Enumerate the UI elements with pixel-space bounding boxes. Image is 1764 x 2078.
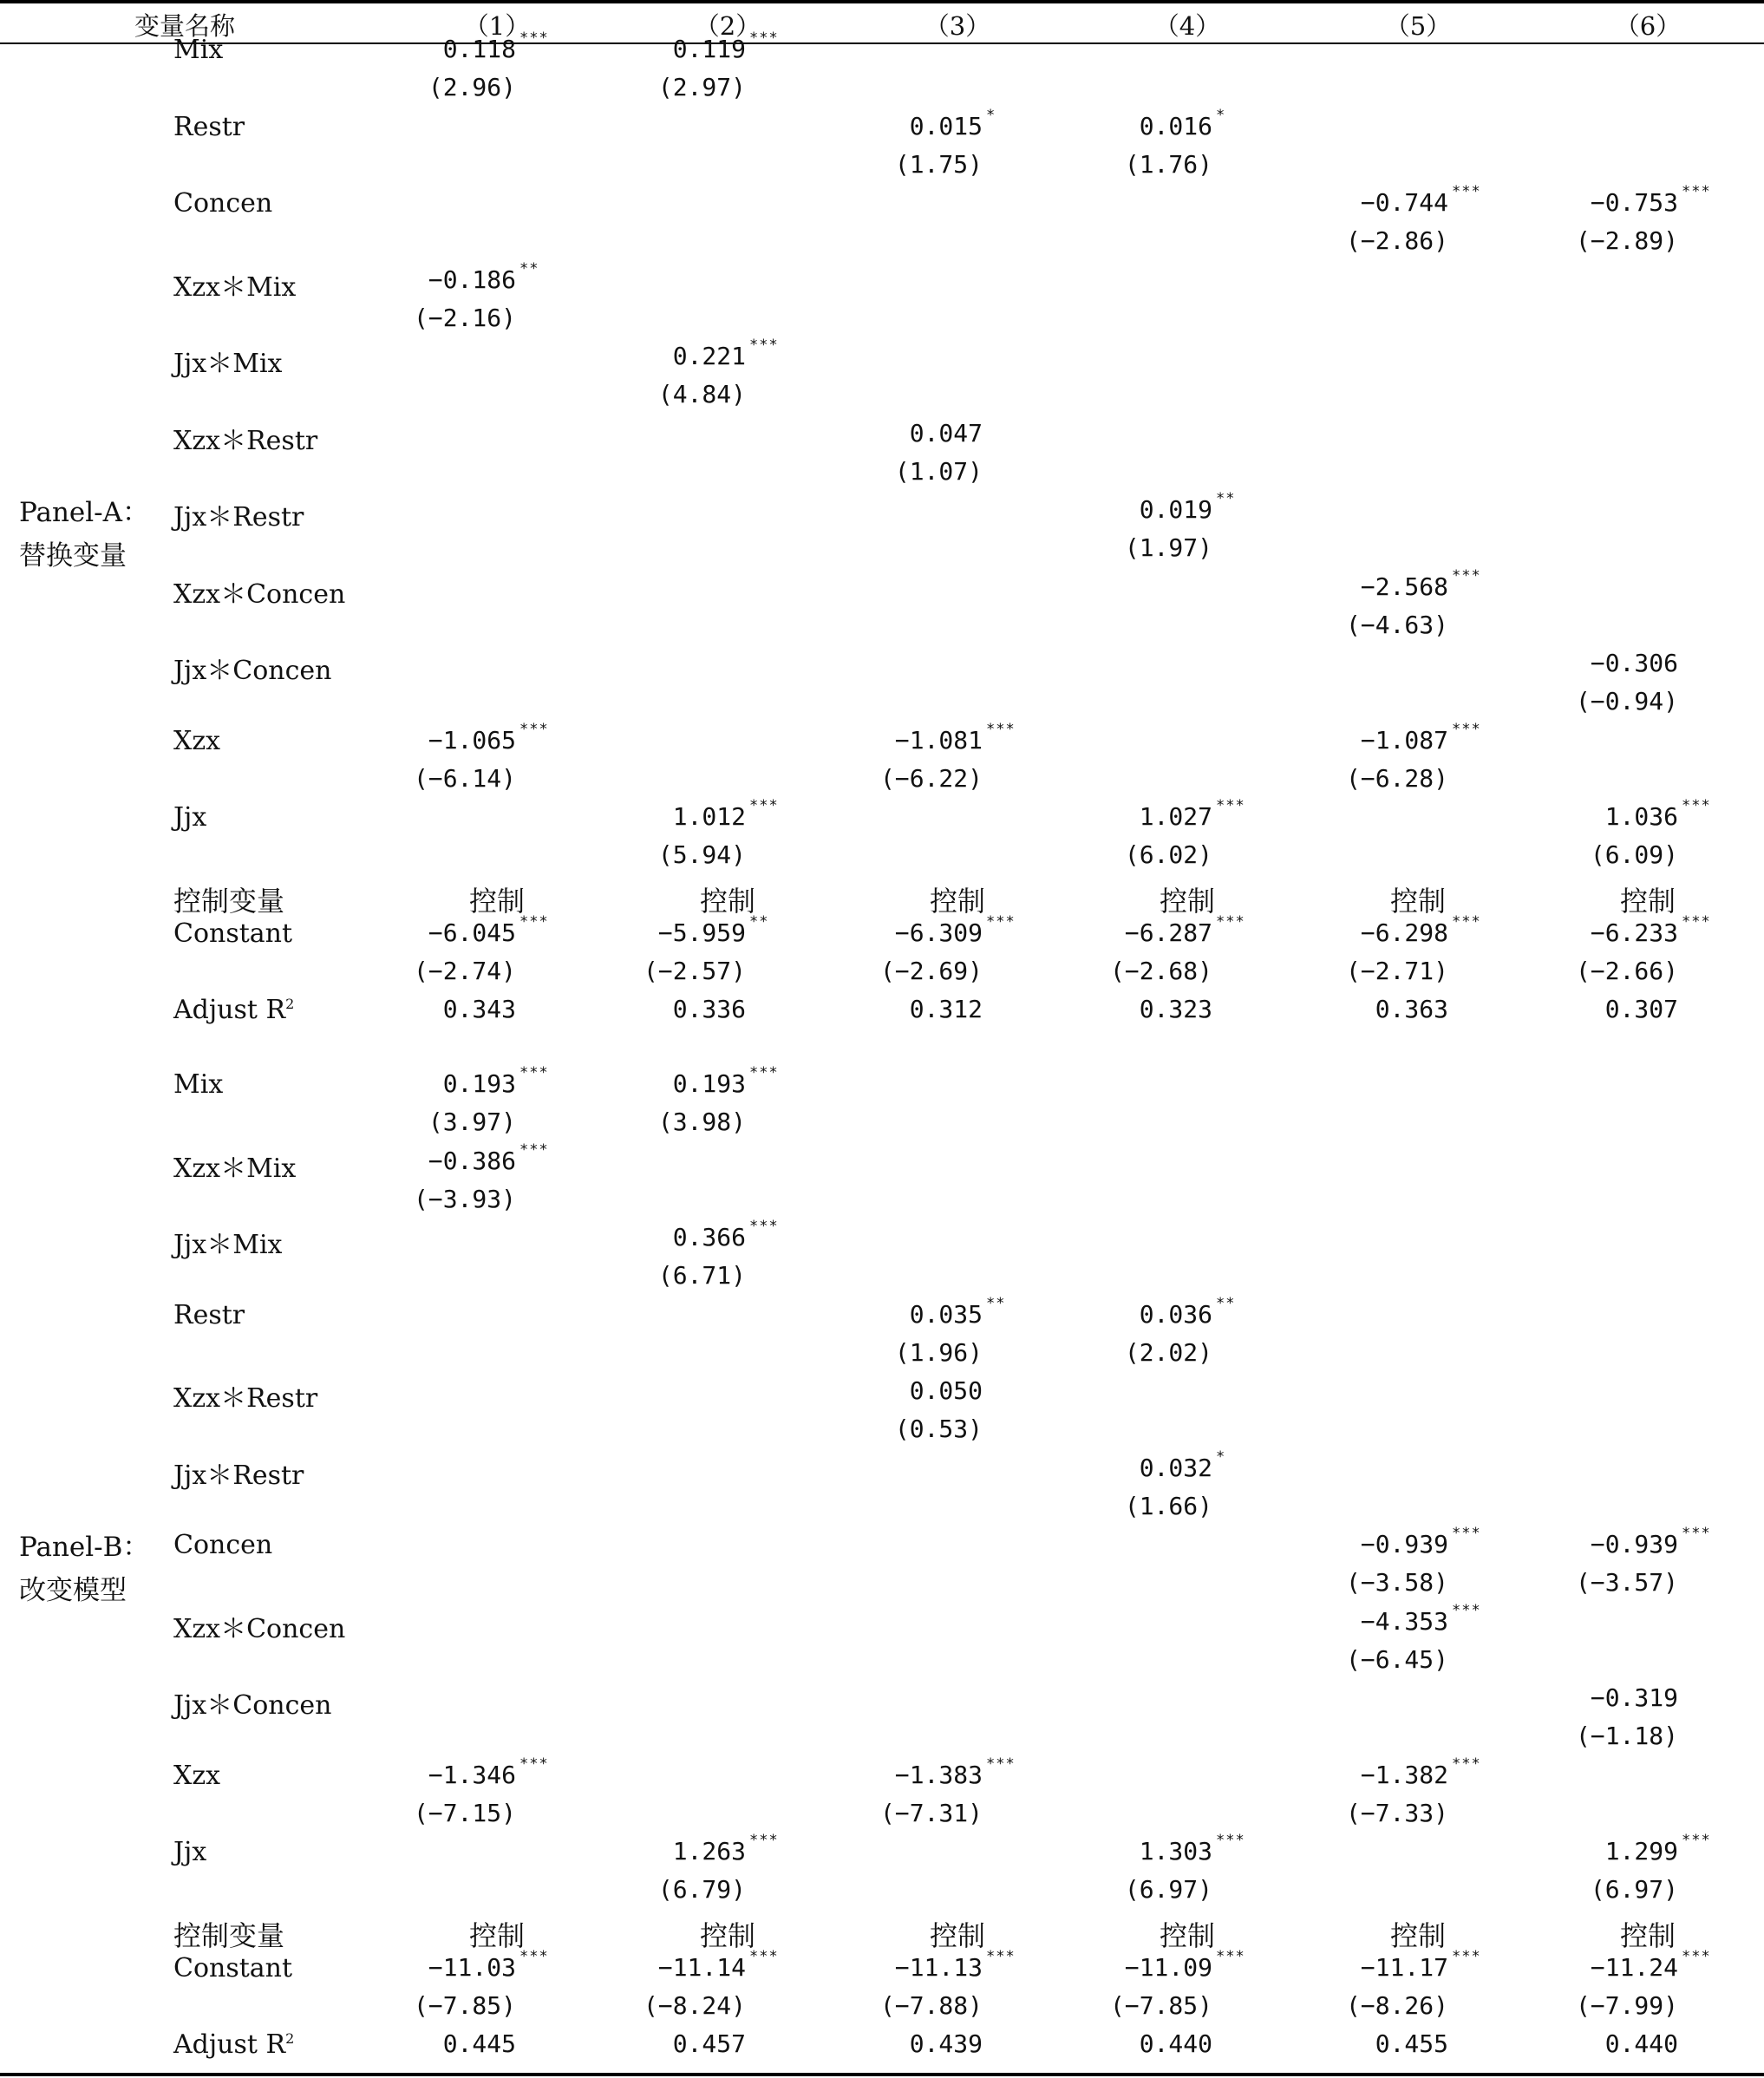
coef-value: 1.303 *** <box>1139 1832 1245 1866</box>
significance-stars: *** <box>519 720 549 738</box>
adj-r2-row <box>0 995 1764 1033</box>
t-stat-cell: (−0.94) <box>1575 687 1678 716</box>
table-row <box>0 566 1764 649</box>
t-stat-cell: (3.97) <box>428 1108 516 1136</box>
variable-name: Jjx <box>173 1837 207 1867</box>
coef-cell <box>1522 1947 1711 1982</box>
variable-name: Xzx＊Restr <box>173 1383 318 1414</box>
coef-cell <box>826 1755 1016 1789</box>
coef-value: 0.221 *** <box>672 337 779 370</box>
significance-stars: * <box>1216 106 1226 124</box>
t-stat-cell: (1.96) <box>894 1337 983 1367</box>
t-stat-cell: (1.76) <box>1124 149 1212 179</box>
t-stat-cell: (−1.18) <box>1575 1722 1678 1750</box>
t-stat-cell: (6.71) <box>657 1261 746 1290</box>
coef-value: −0.744 *** <box>1360 183 1481 217</box>
significance-stars: *** <box>1216 797 1245 814</box>
variable-name: Xzx <box>173 1760 221 1791</box>
table-row <box>0 106 1764 188</box>
variable-name: Xzx <box>173 725 221 756</box>
significance-stars: ** <box>1216 1294 1236 1312</box>
coef-value: 0.035 ** <box>909 1294 1006 1329</box>
table-row <box>0 1525 1764 1606</box>
significance-stars: *** <box>749 1218 779 1235</box>
coef-value: −6.045 *** <box>428 912 549 947</box>
t-stat-cell: (−6.22) <box>879 763 983 793</box>
coef-cell <box>1056 797 1245 831</box>
table-row <box>0 259 1764 342</box>
significance-stars: *** <box>1452 1755 1481 1773</box>
significance-stars: *** <box>1682 1525 1711 1542</box>
table-row <box>0 1755 1764 1837</box>
coef-value: 1.012 *** <box>672 797 779 831</box>
coef-cell <box>1292 183 1481 217</box>
t-stat-cell: (−7.33) <box>1345 1798 1448 1827</box>
control-cell: 控制 <box>929 1918 985 1952</box>
t-stat-cell: (1.66) <box>1124 1491 1212 1520</box>
significance-stars: * <box>1216 1447 1226 1466</box>
t-stat-cell: (−3.57) <box>1575 1568 1678 1597</box>
coef-cell <box>1056 490 1236 524</box>
significance-stars: *** <box>519 1755 549 1773</box>
variable-name: Jjx＊Mix <box>173 349 283 379</box>
significance-stars: *** <box>1682 1832 1711 1849</box>
panel-label-line: 改变模型 <box>19 1574 127 1606</box>
t-stat-cell: (−2.74) <box>413 956 516 985</box>
header-col-3: （3） <box>924 11 991 41</box>
t-stat-cell: (−7.88) <box>879 1990 983 2020</box>
coef-cell <box>1292 566 1481 601</box>
t-stat-cell: (−2.86) <box>1345 226 1448 255</box>
control-row <box>0 1914 1764 1952</box>
t-stat-cell: (−2.69) <box>879 956 983 985</box>
coef-value: 1.036 *** <box>1604 797 1711 831</box>
significance-stars: *** <box>1452 183 1481 200</box>
variable-name: Concen <box>173 1530 273 1560</box>
table-row <box>0 1447 1764 1530</box>
coef-value: −5.959 ** <box>657 912 769 947</box>
panel-label-line: 替换变量 <box>19 539 127 572</box>
variable-name: Mix <box>173 1069 224 1100</box>
significance-stars: *** <box>519 29 549 47</box>
adj-r2-label: Adjust $R^2$ <box>173 995 295 1025</box>
coef-value: 0.019 ** <box>1139 490 1236 524</box>
coef-value: −2.568 *** <box>1360 566 1481 601</box>
table-row <box>0 1601 1764 1683</box>
table-row <box>0 797 1764 879</box>
coef-value: 1.263 *** <box>672 1832 779 1866</box>
table-row <box>0 1294 1764 1376</box>
t-stat-cell: (−7.31) <box>879 1798 983 1827</box>
coef-value: 0.016 * <box>1139 106 1226 140</box>
variable-name: Jjx＊Mix <box>173 1230 283 1260</box>
variable-name: Restr <box>173 111 245 142</box>
table-row <box>0 29 1764 111</box>
adj-r2-cell: 0.323 <box>1139 995 1212 1023</box>
coef-cell <box>1292 1755 1481 1789</box>
significance-stars: *** <box>1452 912 1481 931</box>
superscript-2: 2 <box>285 2030 295 2047</box>
significance-stars: *** <box>1452 566 1481 585</box>
coef-value: 0.193 *** <box>442 1064 549 1098</box>
table-row <box>0 419 1764 495</box>
significance-stars: *** <box>1216 1832 1245 1849</box>
coef-value: −1.065 *** <box>428 720 549 755</box>
variable-name: Constant <box>173 918 293 949</box>
coef-cell <box>826 419 983 448</box>
t-stat-cell: (−6.45) <box>1345 1644 1448 1674</box>
significance-stars: *** <box>986 912 1016 931</box>
panel-label-line: Panel-B： <box>19 1531 150 1563</box>
control-cell: 控制 <box>1619 1918 1676 1952</box>
t-stat-cell: (−3.93) <box>413 1184 516 1213</box>
significance-stars: *** <box>519 1064 549 1081</box>
coef-cell <box>590 912 769 947</box>
coef-value: 1.027 *** <box>1139 797 1245 831</box>
coef-cell <box>1056 1832 1245 1866</box>
header-col-1: （1） <box>463 11 531 41</box>
panel-label <box>19 491 149 578</box>
control-cell: 控制 <box>1619 884 1676 918</box>
significance-stars: *** <box>1452 1947 1481 1965</box>
table-row <box>0 1683 1764 1760</box>
significance-stars: *** <box>749 29 779 47</box>
coef-value: −1.081 *** <box>894 720 1016 755</box>
coef-value: 0.193 *** <box>672 1064 779 1098</box>
variable-name: Jjx＊Concen <box>173 1690 332 1721</box>
coef-cell <box>826 912 1016 947</box>
significance-stars: *** <box>986 720 1016 738</box>
t-stat-cell: (2.97) <box>657 73 746 101</box>
adj-r2-cell: 0.312 <box>909 995 983 1023</box>
header-col-2: （2） <box>694 11 761 41</box>
t-stat-cell: (3.98) <box>657 1108 746 1136</box>
variable-name: Jjx＊Restr <box>173 502 304 533</box>
significance-stars: *** <box>749 337 779 354</box>
coef-cell <box>1056 912 1245 947</box>
coef-cell <box>360 1064 549 1098</box>
t-stat-cell: (−7.15) <box>413 1798 516 1827</box>
coef-cell <box>1292 1525 1481 1558</box>
coef-cell <box>1292 1947 1481 1982</box>
significance-stars: ** <box>1216 490 1236 507</box>
t-stat-cell: (−2.89) <box>1575 226 1678 255</box>
adj-r2-cell: 0.457 <box>672 2029 746 2058</box>
adj-r2-cell: 0.336 <box>672 995 746 1023</box>
significance-stars: *** <box>1452 1601 1481 1619</box>
t-stat-cell: (1.75) <box>894 149 983 179</box>
table-row <box>0 337 1764 418</box>
control-cell: 控制 <box>468 884 525 918</box>
adj-r2-cell: 0.439 <box>909 2029 983 2058</box>
coef-value: −6.233 *** <box>1590 912 1711 947</box>
significance-stars: *** <box>1682 1947 1711 1965</box>
table-row <box>0 1064 1764 1146</box>
coef-value: −6.287 *** <box>1124 912 1245 947</box>
coef-cell <box>826 720 1016 755</box>
coef-cell <box>1522 912 1711 947</box>
significance-stars: *** <box>749 797 779 814</box>
coef-value: −11.14 *** <box>657 1947 779 1982</box>
variable-name: Jjx <box>173 802 207 833</box>
t-stat-cell: (−6.14) <box>413 763 516 793</box>
significance-stars: ** <box>986 1294 1006 1312</box>
superscript-2: 2 <box>285 996 295 1012</box>
coef-cell <box>590 1832 779 1866</box>
coef-value: 0.032 * <box>1139 1447 1226 1482</box>
table-row <box>0 1140 1764 1223</box>
adj-r2-cell: 0.363 <box>1375 995 1448 1023</box>
adj-r2-cell: 0.445 <box>442 2029 516 2058</box>
coef-cell <box>1292 912 1481 947</box>
adj-r2-cell: 0.440 <box>1604 2029 1678 2058</box>
significance-stars: *** <box>1452 1525 1481 1542</box>
t-stat-cell: (6.97) <box>1590 1875 1678 1904</box>
t-stat-cell: (−7.99) <box>1575 1990 1678 2020</box>
significance-stars: *** <box>986 1947 1016 1965</box>
t-stat-cell: (−7.85) <box>1109 1990 1212 2020</box>
coef-cell <box>590 1064 779 1098</box>
adj-r2-cell: 0.455 <box>1375 2029 1448 2058</box>
coef-cell <box>1522 183 1711 217</box>
panel-label <box>19 1526 149 1612</box>
coef-value: −11.17 *** <box>1360 1947 1481 1982</box>
significance-stars: *** <box>1216 1947 1245 1965</box>
t-stat-cell: (6.97) <box>1124 1875 1212 1904</box>
t-stat-cell: (5.94) <box>657 840 746 869</box>
coef-cell <box>1522 1683 1678 1712</box>
variable-name: Xzx＊Restr <box>173 425 318 456</box>
coef-cell <box>1292 720 1481 755</box>
t-stat-cell: (−2.66) <box>1575 956 1678 985</box>
coef-cell <box>1522 1832 1711 1866</box>
coef-value: −0.386 *** <box>428 1140 549 1175</box>
significance-stars: *** <box>1682 183 1711 200</box>
t-stat-cell: (2.02) <box>1124 1337 1212 1367</box>
control-row <box>0 879 1764 918</box>
coef-value: −6.309 *** <box>894 912 1016 947</box>
coef-value: 0.366 *** <box>672 1218 779 1251</box>
t-stat-cell: (2.96) <box>428 73 516 101</box>
coef-value: 1.299 *** <box>1604 1832 1711 1866</box>
significance-stars: *** <box>519 1140 549 1159</box>
coef-value: −1.087 *** <box>1360 720 1481 755</box>
coef-cell <box>1056 106 1226 140</box>
control-label: 控制变量 <box>173 1918 285 1952</box>
control-cell: 控制 <box>1389 884 1446 918</box>
coef-cell <box>590 337 779 370</box>
coef-value: −0.186 ** <box>428 259 539 294</box>
coef-cell <box>1522 1525 1711 1558</box>
variable-name: Mix <box>173 35 224 65</box>
control-cell: 控制 <box>699 884 755 918</box>
coef-cell <box>1056 1294 1236 1329</box>
bottom-rule <box>0 2073 1764 2076</box>
significance-stars: *** <box>1682 912 1711 931</box>
adj-r2-label: Adjust $R^2$ <box>173 2029 295 2060</box>
table-row <box>0 183 1764 265</box>
t-stat-cell: (−2.57) <box>643 956 746 985</box>
coef-cell <box>360 1140 549 1175</box>
top-rule <box>0 0 1764 3</box>
adj-r2-cell: 0.307 <box>1604 995 1678 1023</box>
coef-value: 0.047 <box>909 418 983 448</box>
coef-cell <box>360 1755 549 1789</box>
coef-value: 0.015 * <box>909 106 996 140</box>
variable-name: Jjx＊Concen <box>173 656 332 686</box>
coef-cell <box>360 720 549 755</box>
coef-value: 0.050 <box>909 1376 983 1405</box>
control-label: 控制变量 <box>173 884 285 918</box>
significance-stars: *** <box>1216 912 1245 931</box>
control-cell: 控制 <box>929 884 985 918</box>
t-stat-cell: (−4.63) <box>1345 610 1448 639</box>
significance-stars: ** <box>749 912 769 931</box>
t-stat-cell: (−8.24) <box>643 1990 746 2020</box>
coef-cell <box>826 1947 1016 1982</box>
coef-cell <box>1056 1947 1245 1982</box>
coef-value: −11.24 *** <box>1590 1947 1711 1982</box>
coef-value: −1.382 *** <box>1360 1755 1481 1789</box>
constant-row <box>0 912 1764 995</box>
coef-value: −0.306 <box>1590 649 1678 677</box>
variable-name: Jjx＊Restr <box>173 1460 304 1491</box>
t-stat-cell: (6.02) <box>1124 840 1212 869</box>
table-row <box>0 1376 1764 1453</box>
coef-cell <box>826 106 996 140</box>
header-col-4: （4） <box>1153 11 1221 41</box>
variable-name: Constant <box>173 1952 293 1983</box>
t-stat-cell: (−2.71) <box>1345 956 1448 985</box>
coef-value: −0.939 *** <box>1590 1525 1711 1558</box>
panel-label-line: Panel-A： <box>19 496 150 528</box>
coef-value: 0.036 ** <box>1139 1294 1236 1329</box>
significance-stars: *** <box>749 1832 779 1849</box>
significance-stars: *** <box>519 1947 549 1965</box>
adj-r2-row <box>0 2029 1764 2068</box>
coef-cell <box>826 1294 1006 1329</box>
variable-name: Xzx＊Concen <box>173 578 346 610</box>
t-stat-cell: (−2.68) <box>1109 956 1212 985</box>
significance-stars: *** <box>1452 720 1481 738</box>
significance-stars: *** <box>749 1947 779 1965</box>
coef-cell <box>590 1947 779 1982</box>
significance-stars: *** <box>519 912 549 931</box>
table-row <box>0 1218 1764 1299</box>
control-cell: 控制 <box>699 1918 755 1952</box>
t-stat-cell: (4.84) <box>657 380 746 408</box>
coef-cell <box>1522 649 1678 677</box>
table-row <box>0 649 1764 725</box>
coef-cell <box>1292 1601 1481 1636</box>
coef-cell <box>360 912 549 947</box>
significance-stars: * <box>986 106 996 124</box>
coef-value: 0.119 *** <box>672 29 779 63</box>
control-cell: 控制 <box>1159 884 1215 918</box>
t-stat-cell: (6.79) <box>657 1875 746 1904</box>
significance-stars: *** <box>1682 797 1711 814</box>
coef-value: −6.298 *** <box>1360 912 1481 947</box>
header-col-6: （6） <box>1614 11 1682 41</box>
significance-stars: *** <box>986 1755 1016 1773</box>
control-cell: 控制 <box>1159 1918 1215 1952</box>
coef-value: 0.118 *** <box>442 29 549 63</box>
t-stat-cell: (1.97) <box>1124 533 1212 562</box>
t-stat-cell: (−6.28) <box>1345 763 1448 793</box>
coef-cell <box>360 1947 549 1982</box>
coef-value: −1.383 *** <box>894 1755 1016 1789</box>
significance-stars: ** <box>519 259 539 278</box>
coef-cell <box>590 797 779 831</box>
control-cell: 控制 <box>468 1918 525 1952</box>
coef-value: −11.13 *** <box>894 1947 1016 1982</box>
coef-cell <box>1522 797 1711 831</box>
variable-name: Xzx＊Concen <box>173 1613 346 1644</box>
variable-name: Concen <box>173 188 273 219</box>
t-stat-cell: (6.09) <box>1590 840 1678 869</box>
coef-value: −1.346 *** <box>428 1755 549 1789</box>
t-stat-cell: (−2.16) <box>413 303 516 332</box>
coef-value: −4.353 *** <box>1360 1601 1481 1636</box>
t-stat-cell: (−7.85) <box>413 1990 516 2020</box>
variable-name: Restr <box>173 1299 245 1330</box>
coef-value: −11.03 *** <box>428 1947 549 1982</box>
adj-r2-cell: 0.343 <box>442 995 516 1023</box>
header-col-5: （5） <box>1384 11 1452 41</box>
control-cell: 控制 <box>1389 1918 1446 1952</box>
significance-stars: *** <box>749 1064 779 1081</box>
coef-cell <box>590 1218 779 1251</box>
t-stat-cell: (0.53) <box>894 1415 983 1443</box>
header-var-label: 变量名称 <box>134 11 236 41</box>
coef-value: −0.319 <box>1590 1683 1678 1712</box>
table-row <box>0 1832 1764 1913</box>
t-stat-cell: (−8.26) <box>1345 1990 1448 2020</box>
coef-value: −11.09 *** <box>1124 1947 1245 1982</box>
table-row <box>0 720 1764 802</box>
table-row <box>0 490 1764 572</box>
variable-name: Xzx＊Mix <box>173 271 297 303</box>
t-stat-cell: (1.07) <box>894 456 983 486</box>
t-stat-cell: (−3.58) <box>1345 1568 1448 1597</box>
coef-cell <box>1056 1447 1226 1482</box>
coef-value: −0.939 *** <box>1360 1525 1481 1558</box>
coef-value: −0.753 *** <box>1590 183 1711 217</box>
variable-name: Xzx＊Mix <box>173 1153 297 1184</box>
coef-cell <box>826 1376 983 1405</box>
constant-row <box>0 1947 1764 2029</box>
coef-cell <box>360 259 539 294</box>
adj-r2-cell: 0.440 <box>1139 2029 1212 2058</box>
